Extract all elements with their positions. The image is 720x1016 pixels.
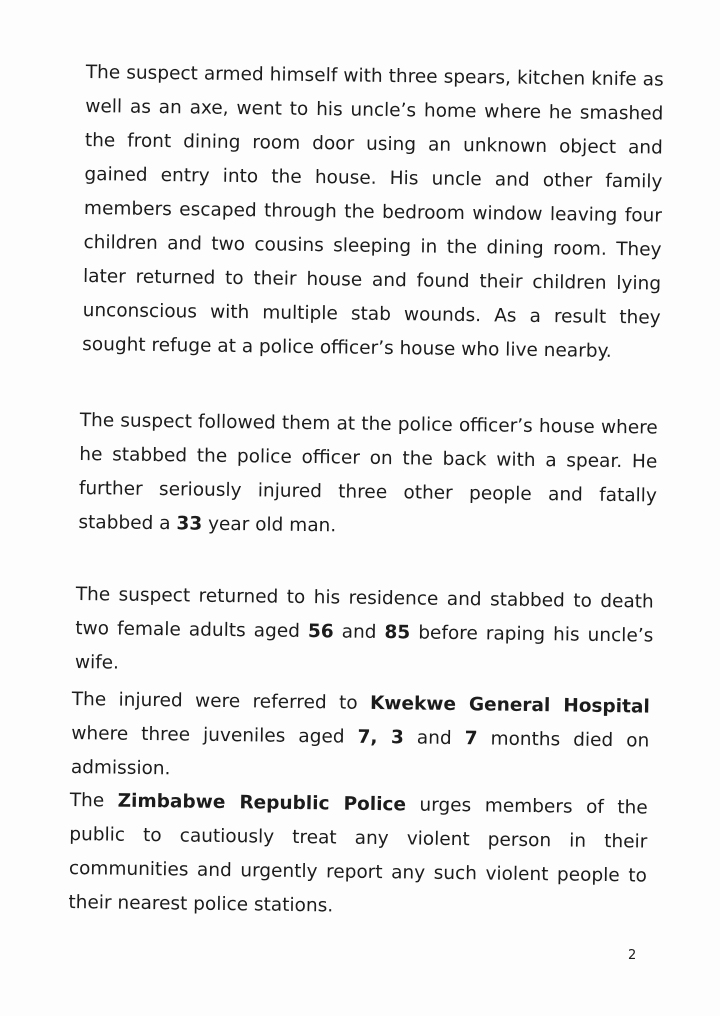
- paragraph-injured-referred: [71, 683, 650, 793]
- paragraph-text: where three juveniles aged: [71, 722, 358, 748]
- paragraph-text: The suspect followed them at the police officer’s house where he stabbed the police officer on the back with a spear. He further seriously injured three other people and fatally stabbed a: [78, 409, 658, 535]
- paragraph-police-urges: [68, 784, 648, 928]
- paragraph-text: before raping his uncle’s wife.: [74, 622, 654, 674]
- bold-organization-name: Zimbabwe Republic Police: [117, 790, 407, 816]
- bold-age: 56: [307, 621, 334, 643]
- paragraph-text: urges members of the public to cautiously treat any violent person in their communities and urgently report any such violent people to their nearest police stations.: [68, 794, 648, 917]
- paragraph-text: year old man.: [202, 513, 337, 537]
- bold-age: 7: [464, 728, 478, 750]
- bold-ages: 7, 3: [357, 726, 404, 749]
- paragraph-text: and: [333, 621, 385, 644]
- paragraph-text: The suspect armed himself with three spears, kitchen knife as well as an axe, went to his uncle’s home where he smashed the front dining room door using an unknown object and gained entry into the house. His uncle and other family members escaped through the bedroom window leaving four children and two cousins sleeping in the dining room. They later returned to their house and found their children lying unconscious with multiple stab wounds. As a result they sought refuge at a police officer’s house who live nearby.: [82, 61, 664, 362]
- paragraph-text: months died on admission.: [70, 728, 650, 780]
- paragraph-text: The injured were referred to: [71, 688, 371, 714]
- bold-age: 33: [176, 513, 203, 535]
- bold-hospital-name: Kwekwe General Hospital: [369, 692, 650, 718]
- page-number: 2: [628, 948, 637, 963]
- paragraph-suspect-armed: [82, 56, 664, 370]
- paragraph-text: and: [403, 727, 465, 750]
- paragraph-suspect-returned: [75, 578, 654, 688]
- bold-age: 85: [384, 622, 411, 644]
- paragraph-text: The: [69, 789, 118, 812]
- paragraph-text: The suspect returned to his residence and stabbed to death two female adults aged: [75, 583, 654, 643]
- paragraph-suspect-followed: [78, 404, 658, 548]
